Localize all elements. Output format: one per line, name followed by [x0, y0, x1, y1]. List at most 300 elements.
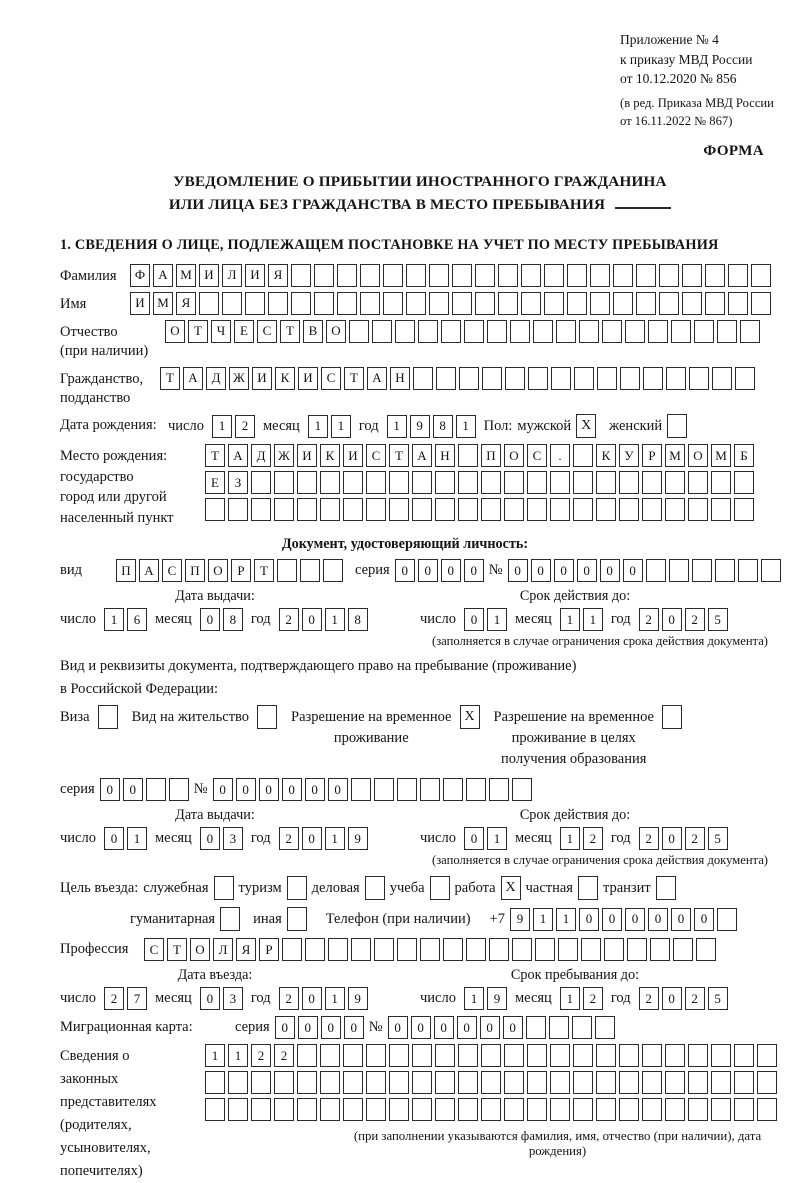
char-cell[interactable] — [406, 292, 426, 315]
char-cell[interactable] — [452, 264, 472, 287]
char-cell[interactable] — [573, 1098, 593, 1121]
char-cell[interactable] — [682, 292, 702, 315]
char-cell[interactable] — [642, 1098, 662, 1121]
char-cell[interactable]: 7 — [127, 987, 147, 1010]
char-cell[interactable]: 9 — [348, 987, 368, 1010]
char-cell[interactable]: М — [176, 264, 196, 287]
char-cell[interactable] — [711, 498, 731, 521]
char-cell[interactable] — [711, 1098, 731, 1121]
char-cell[interactable] — [567, 264, 587, 287]
char-cell[interactable] — [689, 367, 709, 390]
purpose-official-checkbox[interactable] — [214, 876, 234, 900]
char-cell[interactable] — [671, 320, 691, 343]
char-cell[interactable] — [728, 292, 748, 315]
char-cell[interactable] — [482, 367, 502, 390]
char-cell[interactable] — [277, 559, 297, 582]
char-cell[interactable] — [328, 938, 348, 961]
char-cell[interactable] — [282, 938, 302, 961]
char-cell[interactable]: 1 — [387, 415, 407, 438]
char-cell[interactable] — [636, 292, 656, 315]
char-cell[interactable]: Я — [268, 264, 288, 287]
residence-permit-checkbox[interactable] — [257, 705, 277, 729]
char-cell[interactable] — [682, 264, 702, 287]
char-cell[interactable]: П — [185, 559, 205, 582]
char-cell[interactable]: А — [183, 367, 203, 390]
char-cell[interactable]: 9 — [487, 987, 507, 1010]
char-cell[interactable] — [412, 498, 432, 521]
char-cell[interactable] — [512, 778, 532, 801]
char-cell[interactable] — [366, 1044, 386, 1067]
char-cell[interactable] — [642, 1071, 662, 1094]
char-cell[interactable] — [360, 264, 380, 287]
male-checkbox[interactable]: X — [576, 414, 596, 438]
char-cell[interactable] — [366, 1098, 386, 1121]
char-cell[interactable] — [715, 559, 735, 582]
char-cell[interactable]: 1 — [487, 608, 507, 631]
char-cell[interactable] — [574, 367, 594, 390]
char-cell[interactable] — [527, 1071, 547, 1094]
char-cell[interactable] — [374, 938, 394, 961]
char-cell[interactable]: 0 — [554, 559, 574, 582]
char-cell[interactable] — [665, 498, 685, 521]
char-cell[interactable] — [527, 471, 547, 494]
char-cell[interactable]: Ж — [274, 444, 294, 467]
char-cell[interactable]: 0 — [302, 827, 322, 850]
char-cell[interactable] — [251, 471, 271, 494]
char-cell[interactable] — [504, 471, 524, 494]
char-cell[interactable]: 1 — [583, 608, 603, 631]
char-cell[interactable] — [146, 778, 166, 801]
char-cell[interactable]: 2 — [639, 827, 659, 850]
char-cell[interactable] — [459, 367, 479, 390]
char-cell[interactable] — [642, 471, 662, 494]
char-cell[interactable]: 1 — [533, 908, 553, 931]
char-cell[interactable]: С — [257, 320, 277, 343]
char-cell[interactable] — [297, 1098, 317, 1121]
char-cell[interactable]: 8 — [223, 608, 243, 631]
char-cell[interactable]: 0 — [411, 1016, 431, 1039]
char-cell[interactable] — [481, 1098, 501, 1121]
char-cell[interactable] — [429, 292, 449, 315]
char-cell[interactable] — [705, 292, 725, 315]
char-cell[interactable]: 2 — [583, 987, 603, 1010]
char-cell[interactable]: 9 — [410, 415, 430, 438]
char-cell[interactable] — [688, 1098, 708, 1121]
char-cell[interactable]: 0 — [213, 778, 233, 801]
char-cell[interactable] — [711, 471, 731, 494]
char-cell[interactable]: 1 — [228, 1044, 248, 1067]
char-cell[interactable]: О — [326, 320, 346, 343]
char-cell[interactable] — [665, 471, 685, 494]
char-cell[interactable]: С — [527, 444, 547, 467]
char-cell[interactable]: 0 — [100, 778, 120, 801]
char-cell[interactable]: Л — [222, 264, 242, 287]
char-cell[interactable] — [169, 778, 189, 801]
char-cell[interactable] — [291, 292, 311, 315]
char-cell[interactable] — [412, 1071, 432, 1094]
female-checkbox[interactable] — [667, 414, 687, 438]
char-cell[interactable]: 1 — [331, 415, 351, 438]
char-cell[interactable] — [435, 471, 455, 494]
char-cell[interactable] — [291, 264, 311, 287]
char-cell[interactable] — [717, 908, 737, 931]
char-cell[interactable] — [366, 1071, 386, 1094]
char-cell[interactable]: 0 — [531, 559, 551, 582]
char-cell[interactable] — [441, 320, 461, 343]
char-cell[interactable] — [694, 320, 714, 343]
char-cell[interactable]: 5 — [708, 827, 728, 850]
char-cell[interactable] — [481, 1044, 501, 1067]
char-cell[interactable]: 2 — [104, 987, 124, 1010]
char-cell[interactable] — [596, 471, 616, 494]
char-cell[interactable] — [757, 1098, 777, 1121]
char-cell[interactable] — [705, 264, 725, 287]
char-cell[interactable]: 0 — [418, 559, 438, 582]
char-cell[interactable]: Т — [167, 938, 187, 961]
char-cell[interactable] — [320, 1071, 340, 1094]
char-cell[interactable]: 8 — [348, 608, 368, 631]
char-cell[interactable] — [550, 471, 570, 494]
char-cell[interactable] — [669, 559, 689, 582]
char-cell[interactable]: 0 — [503, 1016, 523, 1039]
char-cell[interactable] — [464, 320, 484, 343]
char-cell[interactable]: 5 — [708, 987, 728, 1010]
char-cell[interactable]: 2 — [279, 827, 299, 850]
char-cell[interactable] — [556, 320, 576, 343]
char-cell[interactable]: А — [153, 264, 173, 287]
char-cell[interactable] — [648, 320, 668, 343]
char-cell[interactable] — [510, 320, 530, 343]
char-cell[interactable] — [535, 938, 555, 961]
char-cell[interactable]: 3 — [223, 987, 243, 1010]
char-cell[interactable] — [504, 1098, 524, 1121]
char-cell[interactable]: 0 — [508, 559, 528, 582]
char-cell[interactable] — [343, 1071, 363, 1094]
char-cell[interactable] — [397, 938, 417, 961]
char-cell[interactable] — [228, 498, 248, 521]
char-cell[interactable] — [420, 778, 440, 801]
char-cell[interactable]: 1 — [560, 827, 580, 850]
char-cell[interactable]: С — [321, 367, 341, 390]
char-cell[interactable]: 0 — [662, 987, 682, 1010]
char-cell[interactable] — [665, 1071, 685, 1094]
char-cell[interactable]: Р — [642, 444, 662, 467]
char-cell[interactable] — [665, 1044, 685, 1067]
char-cell[interactable] — [512, 938, 532, 961]
char-cell[interactable] — [320, 471, 340, 494]
char-cell[interactable] — [305, 938, 325, 961]
char-cell[interactable]: М — [711, 444, 731, 467]
char-cell[interactable] — [573, 1044, 593, 1067]
char-cell[interactable] — [696, 938, 716, 961]
char-cell[interactable] — [550, 1098, 570, 1121]
char-cell[interactable] — [228, 1098, 248, 1121]
char-cell[interactable]: 0 — [388, 1016, 408, 1039]
purpose-work-checkbox[interactable]: X — [501, 876, 521, 900]
char-cell[interactable]: 0 — [602, 908, 622, 931]
char-cell[interactable]: 0 — [579, 908, 599, 931]
char-cell[interactable]: П — [481, 444, 501, 467]
char-cell[interactable] — [300, 559, 320, 582]
char-cell[interactable] — [673, 938, 693, 961]
char-cell[interactable]: И — [245, 264, 265, 287]
char-cell[interactable] — [650, 938, 670, 961]
purpose-other-checkbox[interactable] — [287, 907, 307, 931]
char-cell[interactable]: И — [297, 444, 317, 467]
char-cell[interactable] — [602, 320, 622, 343]
char-cell[interactable]: Е — [234, 320, 254, 343]
char-cell[interactable]: 0 — [623, 559, 643, 582]
char-cell[interactable]: 2 — [583, 827, 603, 850]
temporary-residence-education-checkbox[interactable] — [662, 705, 682, 729]
char-cell[interactable] — [595, 1016, 615, 1039]
char-cell[interactable]: 1 — [456, 415, 476, 438]
char-cell[interactable]: 0 — [464, 827, 484, 850]
char-cell[interactable] — [481, 498, 501, 521]
char-cell[interactable]: 0 — [104, 827, 124, 850]
char-cell[interactable] — [688, 1071, 708, 1094]
char-cell[interactable]: Т — [280, 320, 300, 343]
char-cell[interactable]: Т — [188, 320, 208, 343]
char-cell[interactable] — [389, 1098, 409, 1121]
char-cell[interactable]: 0 — [577, 559, 597, 582]
char-cell[interactable]: 0 — [441, 559, 461, 582]
char-cell[interactable] — [314, 292, 334, 315]
char-cell[interactable]: И — [252, 367, 272, 390]
char-cell[interactable]: Ж — [229, 367, 249, 390]
char-cell[interactable]: Т — [389, 444, 409, 467]
char-cell[interactable]: 0 — [480, 1016, 500, 1039]
char-cell[interactable] — [521, 264, 541, 287]
char-cell[interactable] — [314, 264, 334, 287]
char-cell[interactable] — [418, 320, 438, 343]
char-cell[interactable]: 0 — [464, 559, 484, 582]
char-cell[interactable] — [443, 778, 463, 801]
char-cell[interactable] — [320, 1044, 340, 1067]
char-cell[interactable]: Р — [231, 559, 251, 582]
char-cell[interactable]: А — [139, 559, 159, 582]
char-cell[interactable] — [297, 498, 317, 521]
char-cell[interactable]: И — [298, 367, 318, 390]
char-cell[interactable]: 9 — [348, 827, 368, 850]
char-cell[interactable]: 0 — [200, 827, 220, 850]
char-cell[interactable] — [297, 471, 317, 494]
char-cell[interactable] — [343, 1098, 363, 1121]
char-cell[interactable] — [268, 292, 288, 315]
char-cell[interactable] — [372, 320, 392, 343]
char-cell[interactable] — [205, 498, 225, 521]
char-cell[interactable] — [458, 1071, 478, 1094]
char-cell[interactable] — [498, 264, 518, 287]
char-cell[interactable] — [734, 471, 754, 494]
char-cell[interactable]: О — [190, 938, 210, 961]
char-cell[interactable] — [627, 938, 647, 961]
char-cell[interactable] — [596, 1044, 616, 1067]
char-cell[interactable] — [579, 320, 599, 343]
char-cell[interactable]: 1 — [325, 608, 345, 631]
char-cell[interactable] — [596, 498, 616, 521]
char-cell[interactable] — [389, 1071, 409, 1094]
char-cell[interactable] — [581, 938, 601, 961]
char-cell[interactable]: З — [228, 471, 248, 494]
char-cell[interactable] — [481, 471, 501, 494]
char-cell[interactable]: Р — [259, 938, 279, 961]
char-cell[interactable] — [406, 264, 426, 287]
char-cell[interactable]: 0 — [648, 908, 668, 931]
char-cell[interactable]: 0 — [321, 1016, 341, 1039]
char-cell[interactable]: Л — [213, 938, 233, 961]
char-cell[interactable] — [551, 367, 571, 390]
char-cell[interactable] — [527, 498, 547, 521]
char-cell[interactable] — [481, 1071, 501, 1094]
char-cell[interactable] — [397, 778, 417, 801]
char-cell[interactable] — [544, 292, 564, 315]
char-cell[interactable] — [527, 1098, 547, 1121]
char-cell[interactable] — [567, 292, 587, 315]
char-cell[interactable]: 1 — [127, 827, 147, 850]
char-cell[interactable]: 0 — [434, 1016, 454, 1039]
purpose-private-checkbox[interactable] — [578, 876, 598, 900]
char-cell[interactable]: В — [303, 320, 323, 343]
char-cell[interactable] — [504, 1071, 524, 1094]
char-cell[interactable] — [712, 367, 732, 390]
char-cell[interactable]: 6 — [127, 608, 147, 631]
char-cell[interactable]: 2 — [639, 608, 659, 631]
char-cell[interactable]: О — [208, 559, 228, 582]
char-cell[interactable]: 0 — [298, 1016, 318, 1039]
char-cell[interactable]: 0 — [328, 778, 348, 801]
char-cell[interactable]: 1 — [325, 827, 345, 850]
char-cell[interactable] — [475, 292, 495, 315]
char-cell[interactable] — [228, 1071, 248, 1094]
char-cell[interactable]: 0 — [282, 778, 302, 801]
char-cell[interactable]: Н — [390, 367, 410, 390]
char-cell[interactable]: 0 — [302, 608, 322, 631]
char-cell[interactable] — [435, 498, 455, 521]
char-cell[interactable]: К — [275, 367, 295, 390]
char-cell[interactable] — [717, 320, 737, 343]
char-cell[interactable] — [343, 1044, 363, 1067]
char-cell[interactable] — [435, 1071, 455, 1094]
char-cell[interactable]: К — [596, 444, 616, 467]
char-cell[interactable] — [642, 498, 662, 521]
char-cell[interactable] — [413, 367, 433, 390]
char-cell[interactable]: М — [665, 444, 685, 467]
char-cell[interactable] — [735, 367, 755, 390]
char-cell[interactable] — [337, 264, 357, 287]
char-cell[interactable] — [383, 292, 403, 315]
char-cell[interactable] — [533, 320, 553, 343]
char-cell[interactable]: 1 — [325, 987, 345, 1010]
char-cell[interactable] — [619, 1071, 639, 1094]
char-cell[interactable]: 0 — [302, 987, 322, 1010]
char-cell[interactable]: О — [688, 444, 708, 467]
char-cell[interactable] — [573, 1071, 593, 1094]
char-cell[interactable] — [222, 292, 242, 315]
char-cell[interactable]: Т — [205, 444, 225, 467]
char-cell[interactable] — [251, 498, 271, 521]
char-cell[interactable]: А — [367, 367, 387, 390]
char-cell[interactable] — [751, 264, 771, 287]
char-cell[interactable]: А — [412, 444, 432, 467]
char-cell[interactable]: 2 — [279, 608, 299, 631]
char-cell[interactable] — [366, 471, 386, 494]
char-cell[interactable]: 0 — [662, 827, 682, 850]
char-cell[interactable] — [458, 444, 478, 467]
purpose-business-checkbox[interactable] — [365, 876, 385, 900]
char-cell[interactable]: Я — [176, 292, 196, 315]
char-cell[interactable] — [389, 1044, 409, 1067]
char-cell[interactable] — [636, 264, 656, 287]
char-cell[interactable] — [297, 1071, 317, 1094]
char-cell[interactable] — [343, 498, 363, 521]
char-cell[interactable] — [550, 1044, 570, 1067]
char-cell[interactable] — [738, 559, 758, 582]
char-cell[interactable]: 2 — [274, 1044, 294, 1067]
char-cell[interactable]: 1 — [308, 415, 328, 438]
char-cell[interactable] — [251, 1098, 271, 1121]
char-cell[interactable] — [643, 367, 663, 390]
char-cell[interactable]: 1 — [212, 415, 232, 438]
char-cell[interactable] — [504, 498, 524, 521]
char-cell[interactable] — [761, 559, 781, 582]
char-cell[interactable] — [604, 938, 624, 961]
char-cell[interactable] — [337, 292, 357, 315]
char-cell[interactable]: С — [366, 444, 386, 467]
char-cell[interactable] — [642, 1044, 662, 1067]
char-cell[interactable]: Т — [254, 559, 274, 582]
char-cell[interactable] — [458, 471, 478, 494]
char-cell[interactable]: У — [619, 444, 639, 467]
char-cell[interactable] — [659, 264, 679, 287]
char-cell[interactable]: Д — [206, 367, 226, 390]
purpose-tourism-checkbox[interactable] — [287, 876, 307, 900]
char-cell[interactable] — [573, 471, 593, 494]
char-cell[interactable] — [550, 1071, 570, 1094]
char-cell[interactable] — [734, 498, 754, 521]
char-cell[interactable]: С — [162, 559, 182, 582]
char-cell[interactable]: 0 — [464, 608, 484, 631]
char-cell[interactable]: 2 — [279, 987, 299, 1010]
char-cell[interactable] — [544, 264, 564, 287]
char-cell[interactable] — [504, 1044, 524, 1067]
char-cell[interactable]: И — [199, 264, 219, 287]
char-cell[interactable] — [740, 320, 760, 343]
char-cell[interactable] — [297, 1044, 317, 1067]
char-cell[interactable]: 0 — [259, 778, 279, 801]
char-cell[interactable] — [245, 292, 265, 315]
char-cell[interactable] — [757, 1044, 777, 1067]
char-cell[interactable] — [343, 471, 363, 494]
char-cell[interactable]: 1 — [104, 608, 124, 631]
char-cell[interactable]: И — [343, 444, 363, 467]
char-cell[interactable] — [620, 367, 640, 390]
char-cell[interactable]: 2 — [685, 827, 705, 850]
char-cell[interactable]: 1 — [560, 608, 580, 631]
char-cell[interactable] — [619, 1044, 639, 1067]
char-cell[interactable] — [420, 938, 440, 961]
char-cell[interactable] — [498, 292, 518, 315]
char-cell[interactable] — [205, 1098, 225, 1121]
char-cell[interactable] — [351, 938, 371, 961]
char-cell[interactable] — [435, 1044, 455, 1067]
char-cell[interactable]: Я — [236, 938, 256, 961]
char-cell[interactable] — [596, 1071, 616, 1094]
char-cell[interactable] — [374, 778, 394, 801]
char-cell[interactable]: 1 — [487, 827, 507, 850]
char-cell[interactable] — [613, 264, 633, 287]
char-cell[interactable]: И — [130, 292, 150, 315]
